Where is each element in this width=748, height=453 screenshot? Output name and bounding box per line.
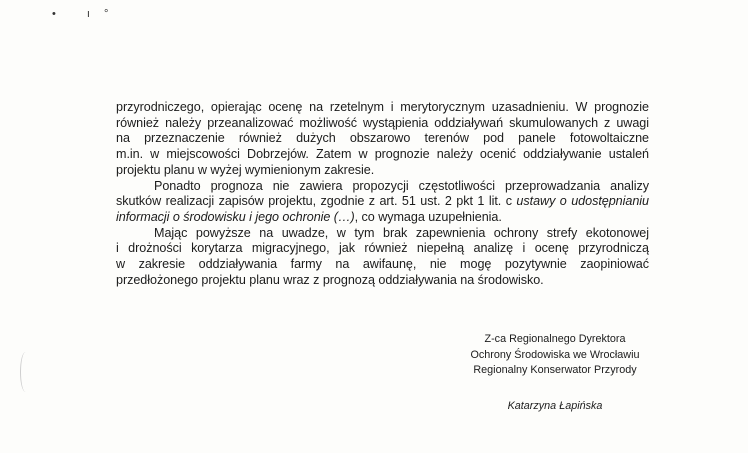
text-run: skutków realizacji zapisów projektu, zgodnie z art. 51 ust. 2 pkt 1 lit. c bbox=[116, 194, 517, 209]
text-line: Mając powyższe na uwadze, w tym brak zapewnienia ochrony strefy ekotonowej bbox=[154, 225, 649, 240]
letter-body bbox=[116, 100, 649, 288]
text-line: w zakresie oddziaływania farmy na awifaunę, nie mogę pozytywnie zaopiniować bbox=[116, 257, 649, 272]
text-line: również należy przeanalizować możliwość wystąpienia oddziaływań skumulowanych z uwagi bbox=[116, 115, 649, 130]
text-line: m.in. w miejscowości Dobrzejów. Zatem w prognozie należy ocenić oddziaływanie ustaleń bbox=[116, 147, 649, 162]
signatory-title: Z-ca Regionalnego Dyrektora bbox=[484, 333, 626, 345]
paragraph-monitoring-proposal bbox=[116, 179, 649, 226]
signatory-office: Ochrony Środowiska we Wrocławiu bbox=[470, 348, 640, 361]
text-line: projektu planu w wyżej wymienionym zakresie. bbox=[116, 162, 375, 177]
act-title-italic: informacji o środowisku i jego ochronie (…) bbox=[116, 209, 355, 224]
text-line: Ponadto prognoza nie zawiera propozycji częstotliwości przeprowadzania analizy bbox=[154, 178, 649, 193]
text-line bbox=[116, 210, 649, 226]
paragraph-prognosis-analysis bbox=[116, 100, 649, 179]
text-run: , co wymaga uzupełnienia. bbox=[354, 209, 502, 224]
text-line bbox=[116, 194, 649, 210]
text-line: przyrodniczego, opierając ocenę na rzetelnym i merytorycznym uzasadnieniu. W prognozie bbox=[116, 100, 649, 114]
signature-block bbox=[440, 332, 670, 379]
signatory-name: Katarzyna Łapińska bbox=[507, 400, 603, 412]
scan-specks: • ı° bbox=[52, 8, 123, 20]
page-edge-mark bbox=[20, 352, 31, 392]
text-line: na przeznaczenie również dużych obszarowo terenów pod panele fotowoltaiczne bbox=[116, 131, 649, 146]
paragraph-negative-opinion bbox=[116, 226, 649, 289]
signatory-role: Regionalny Konserwator Przyrody bbox=[473, 364, 637, 376]
act-title-italic: ustawy o udostępnianiu bbox=[516, 194, 649, 209]
text-line: przedłożonego projektu planu wraz z prognozą oddziaływania na środowisko. bbox=[116, 272, 544, 287]
text-line: i drożności korytarza migracyjnego, jak również niepełną analizę i ocenę przyrodniczą bbox=[116, 241, 649, 256]
